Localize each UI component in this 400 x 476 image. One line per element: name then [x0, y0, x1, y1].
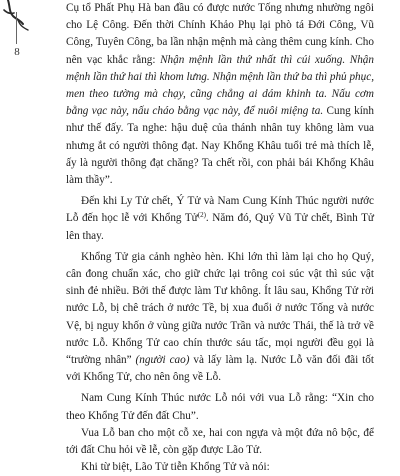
paragraph [66, 193, 374, 245]
paragraph [66, 425, 374, 459]
page-number: 8 [14, 46, 20, 58]
italic-text: Nhận mệnh lần thứ nhất thì cúi xuống. Nhận mệnh lần thứ hai thì khom lưng. Nhận mệnh lần thứ ba thì phủ phục, men theo tường mà chạy, cũng chẳng ai dám khinh ta. Nấu cơm bằng vạc này, nấu cháo bằng vạc này, để nuôi miệng ta. [66, 53, 374, 118]
text-run: Cụ tổ Phất Phụ Hà ban đầu có được nước Tống nhưng nhường ngôi cho Lệ Công. Đến thời Chính Khảo Phụ lại phò tá Đới Công, Vũ Công, Tuyên Công, ba lần nhận mệnh mà càng thêm cung kính. Cho nên vạc khắc rằng: [66, 2, 374, 66]
decorative-calligraphy-icon [0, 0, 40, 40]
text-run: Cung kính như thế đấy. Ta nghe: hậu duệ của thánh nhân tuy không làm vua nhưng ắt có người thông đạt. Nay Khổng Khâu tuổi trẻ mà thích lễ, ấy là người thông đạt chăng? Ta chết rồi, con phải bái Khổng Khâu làm thầy”. [66, 105, 374, 187]
paragraph [66, 459, 374, 476]
text-run: Đến khi Ly Tử chết, Ý Tử và Nam Cung Kính Thúc người nước Lỗ đến học lễ với Khổng Tử [66, 195, 374, 225]
margin-rule [16, 12, 17, 44]
paragraph [66, 390, 374, 424]
text-run: Vua Lỗ ban cho một cỗ xe, hai con ngựa và một đứa nô bộc, để tới đất Chu hỏi về lễ, còn gặp được Lão Tử. [66, 426, 374, 457]
text-run: và lấy làm lạ. Nước Lỗ văn đối đãi tốt với Khổng Tử, cho nên ông về Lỗ. [66, 354, 374, 384]
paragraph [66, 0, 374, 189]
text-run: . Năm đó, Quý Vũ Tử chết, Bình Tử lên thay. [66, 212, 374, 242]
text-run: Khổng Tử gia cảnh nghèo hèn. Khi lớn thì làm lại cho họ Quý, cân đong chuẩn xác, cho giữ chức lại trông coi súc vật thì súc vật sinh đẻ nhiều. Bởi thế được làm Tư không. Ít lâu sau, Khổng Tử rời nước Lỗ, bị chê trách ở nước Tề, bị xua đuổi ở nước Tống và nước Vệ, bị nguy khốn ở vùng giữa nước Trần và nước Thái, thế là trở về nước Lỗ. Khổng Tử cao chín thước sáu tấc, mọi người đều gọi là “trường nhân” [66, 250, 374, 367]
italic-text: (người cao) [135, 354, 190, 367]
footnote-marker: (2) [197, 211, 206, 220]
page-margin [0, 0, 52, 400]
paragraph [66, 249, 374, 387]
body-text [66, 0, 374, 476]
text-run: Nam Cung Kính Thúc nước Lỗ nói với vua Lỗ rằng: “Xin cho theo Khổng Tử đến đất Chu”. [66, 392, 374, 422]
text-run: Khi từ biệt, Lão Tử tiễn Khổng Tử và nói: [81, 461, 270, 474]
